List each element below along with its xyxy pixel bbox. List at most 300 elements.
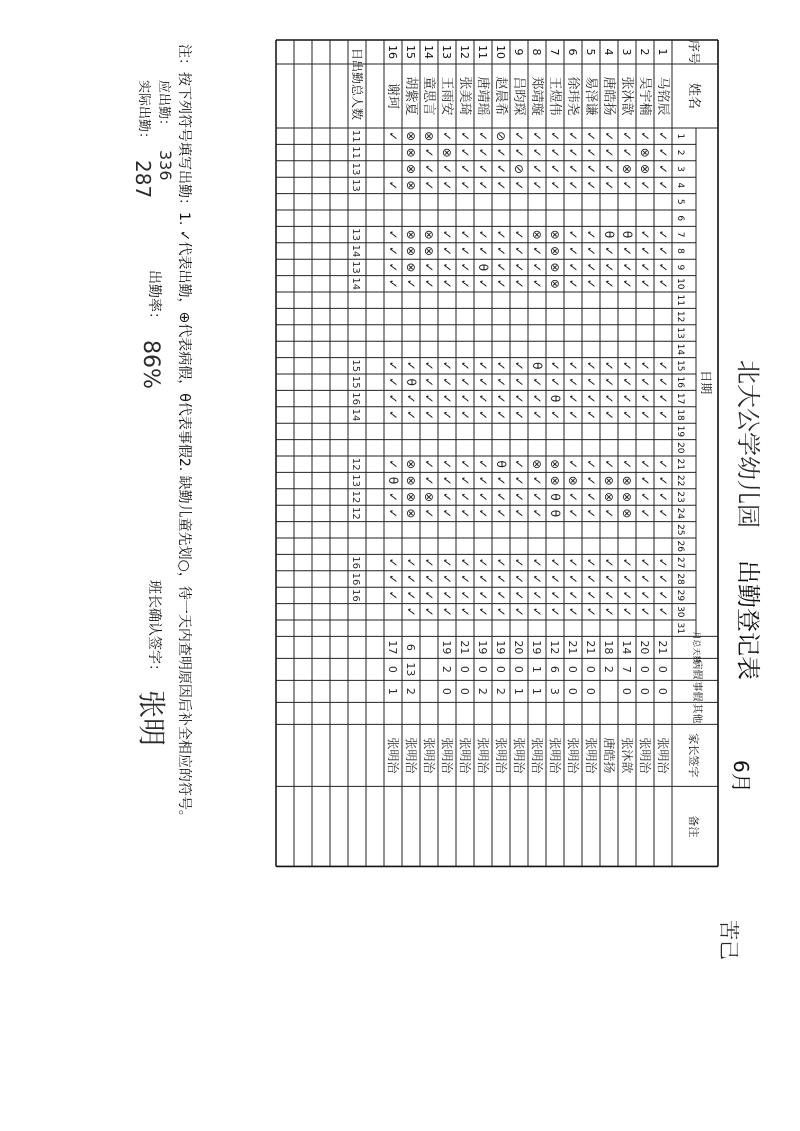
form-title: 出勤登记表 xyxy=(734,560,762,680)
school-title: 北大公学幼儿园 xyxy=(734,360,762,528)
row-sick-days: 7 xyxy=(620,665,634,673)
row-personal-days: 3 xyxy=(548,687,562,695)
attendance-mark: ✓ xyxy=(458,475,473,486)
row-name: 谢珂 xyxy=(385,82,401,110)
attendance-mark: ✓ xyxy=(512,459,527,470)
attendance-mark: ✓ xyxy=(494,360,509,371)
header-day: 17 xyxy=(675,392,685,405)
attendance-mark: ✓ xyxy=(422,262,437,273)
table-row xyxy=(439,45,455,774)
header-monthly-total: 月总天数 xyxy=(692,631,701,664)
attendance-mark: ✓ xyxy=(404,557,419,568)
header-day: 7 xyxy=(675,231,685,238)
header-day: 6 xyxy=(675,215,685,222)
attendance-mark: ✓ xyxy=(530,163,545,175)
attendance-mark: ✓ xyxy=(494,606,509,617)
attendance-mark: ✓ xyxy=(530,573,545,585)
header-name: 姓名 xyxy=(686,82,701,110)
attendance-mark: ✓ xyxy=(656,459,671,470)
header-day: 19 xyxy=(675,425,685,438)
daily-total-value: 12 xyxy=(350,490,362,504)
attendance-mark: ✓ xyxy=(458,147,473,158)
table-row xyxy=(583,49,598,775)
header-day: 29 xyxy=(675,589,685,602)
row-name: 王煜伟 xyxy=(547,76,563,116)
attendance-mark: ✓ xyxy=(638,590,653,601)
daily-total-value: 11 xyxy=(350,129,362,143)
attendance-mark: ✓ xyxy=(512,491,527,503)
row-number: 1 xyxy=(656,48,670,56)
table-row xyxy=(493,45,509,774)
attendance-mark: ✓ xyxy=(548,147,563,158)
attendance-mark: ⊗ xyxy=(548,459,563,470)
attendance-mark: ✓ xyxy=(458,590,473,601)
row-sick-days: 0 xyxy=(494,665,508,673)
header-day: 31 xyxy=(675,622,685,634)
daily-total-value: 11 xyxy=(350,146,362,159)
attendance-mark: ✓ xyxy=(422,409,437,421)
table-row xyxy=(421,45,437,774)
header-day: 28 xyxy=(675,573,685,585)
table-row xyxy=(601,49,617,774)
attendance-mark: ✓ xyxy=(620,557,635,568)
attendance-mark: ✓ xyxy=(530,131,545,142)
row-parent-signature: 张明治 xyxy=(440,737,455,774)
attendance-mark: ✓ xyxy=(548,377,563,388)
attendance-mark: ⊗ xyxy=(404,229,419,240)
attendance-mark: ✓ xyxy=(566,147,581,158)
row-number: 3 xyxy=(620,48,634,56)
attendance-mark: ✓ xyxy=(440,163,455,175)
attendance-mark: ✓ xyxy=(584,278,599,289)
attendance-mark: ⊗ xyxy=(548,475,563,486)
attendance-mark: ✓ xyxy=(566,409,581,421)
header-day: 30 xyxy=(675,606,685,618)
attendance-mark: ✓ xyxy=(494,163,509,175)
attendance-mark: ✓ xyxy=(656,573,671,585)
attendance-mark: ✓ xyxy=(638,573,653,585)
attendance-mark: ✓ xyxy=(386,278,401,289)
header-day: 5 xyxy=(675,198,685,205)
attendance-mark: ✓ xyxy=(512,475,527,486)
attendance-mark: ✓ xyxy=(656,590,671,601)
attendance-mark: ✓ xyxy=(620,409,635,421)
header-day: 20 xyxy=(675,442,685,454)
attendance-mark: ✓ xyxy=(548,409,563,421)
attendance-mark: ✓ xyxy=(386,590,401,601)
attendance-mark: ✓ xyxy=(386,245,401,257)
row-name: 唐靖瑶 xyxy=(475,76,491,116)
attendance-mark: ✓ xyxy=(458,229,473,240)
header-parent-sign: 家长签字 xyxy=(687,733,700,778)
row-sick-days: 0 xyxy=(512,665,526,673)
table-row xyxy=(655,49,670,775)
row-sick-days: 0 xyxy=(476,665,490,673)
attendance-mark: ✓ xyxy=(404,409,419,421)
attendance-mark: ✓ xyxy=(512,557,527,568)
row-parent-signature: 张明治 xyxy=(566,737,581,774)
attendance-mark: ✓ xyxy=(386,459,401,470)
attendance-mark: ✓ xyxy=(404,360,419,371)
attendance-mark: ✓ xyxy=(656,360,671,371)
attendance-mark: ✓ xyxy=(512,229,527,240)
row-total-days: 12 xyxy=(548,640,562,655)
header-day: 13 xyxy=(675,327,685,339)
attendance-mark: ✓ xyxy=(548,573,563,585)
row-name: 易泽谦 xyxy=(583,76,599,116)
row-parent-signature: 张明治 xyxy=(476,737,491,774)
attendance-mark: ✓ xyxy=(602,360,617,371)
attendance-mark: ✓ xyxy=(566,229,581,240)
row-name: 童思言 xyxy=(421,76,437,116)
row-parent-signature: 张明治 xyxy=(584,737,599,774)
daily-total-value: 16 xyxy=(350,572,362,586)
attendance-mark: ✓ xyxy=(620,180,635,191)
attendance-mark: ✓ xyxy=(656,180,671,191)
attendance-mark: ✓ xyxy=(638,475,653,486)
attendance-mark: ✓ xyxy=(566,573,581,585)
attendance-mark: ✓ xyxy=(440,459,455,470)
attendance-mark: ✓ xyxy=(656,409,671,421)
attendance-mark: θ xyxy=(548,493,563,501)
header-personal: 事假 xyxy=(691,681,702,702)
attendance-mark: ✓ xyxy=(602,590,617,601)
header-sick: 病假 xyxy=(691,659,702,680)
attendance-mark: ✓ xyxy=(656,508,671,519)
attendance-mark: θ xyxy=(602,230,617,239)
row-number: 14 xyxy=(422,45,436,59)
row-number: 11 xyxy=(476,45,490,59)
daily-total-value: 12 xyxy=(350,507,362,520)
attendance-mark: ✓ xyxy=(656,606,671,617)
attendance-mark: ✓ xyxy=(602,393,617,404)
attendance-mark: ⊗ xyxy=(566,475,581,486)
attendance-mark: ✓ xyxy=(440,131,455,142)
attendance-mark: ✓ xyxy=(620,360,635,371)
attendance-mark: ✓ xyxy=(458,508,473,519)
attendance-mark: ✓ xyxy=(422,459,437,470)
row-number: 8 xyxy=(530,48,544,56)
attendance-mark: θ xyxy=(620,230,635,239)
attendance-mark: ⊗ xyxy=(404,180,419,191)
row-total-days: 21 xyxy=(458,640,472,655)
attendance-mark: ✓ xyxy=(656,147,671,158)
row-number: 7 xyxy=(548,48,562,56)
daily-total-value: 16 xyxy=(350,392,362,405)
header-day: 10 xyxy=(675,278,685,290)
attendance-mark: ✓ xyxy=(584,377,599,388)
attendance-mark: ✓ xyxy=(638,377,653,388)
attendance-mark: ✓ xyxy=(494,229,509,240)
daily-total-value: 13 xyxy=(350,228,362,241)
attendance-mark: ✓ xyxy=(440,557,455,568)
row-sick-days: 2 xyxy=(602,665,616,673)
attendance-mark: ✓ xyxy=(620,262,635,273)
row-total-days: 18 xyxy=(602,640,616,655)
row-sick-days: 2 xyxy=(440,665,454,673)
attendance-mark: ⊗ xyxy=(620,163,635,175)
attendance-mark: ✓ xyxy=(602,180,617,191)
attendance-mark: ✓ xyxy=(566,131,581,142)
attendance-mark: ✓ xyxy=(458,557,473,568)
attendance-mark: ✓ xyxy=(512,590,527,601)
attendance-mark: ⊗ xyxy=(404,508,419,519)
daily-total-value: 13 xyxy=(350,474,362,487)
attendance-mark: ✓ xyxy=(440,590,455,601)
attendance-mark: ⊗ xyxy=(422,245,437,257)
attendance-mark: ✓ xyxy=(386,393,401,404)
row-sick-days: 6 xyxy=(548,665,562,673)
attendance-mark: ✓ xyxy=(458,245,473,257)
attendance-mark: ✓ xyxy=(440,606,455,617)
attendance-mark: ✓ xyxy=(440,508,455,519)
header-day: 24 xyxy=(675,507,685,520)
attendance-mark: ✓ xyxy=(566,245,581,257)
attendance-mark: ✓ xyxy=(512,262,527,273)
row-number: 12 xyxy=(458,45,472,59)
row-number: 13 xyxy=(440,45,454,59)
attendance-mark: ✓ xyxy=(530,606,545,617)
row-personal-days: 1 xyxy=(512,687,526,695)
attendance-mark: ✓ xyxy=(656,377,671,388)
row-sick-days: 0 xyxy=(386,665,400,673)
row-parent-signature: 张明治 xyxy=(512,737,527,774)
attendance-mark: ✓ xyxy=(476,573,491,585)
attendance-mark: ✓ xyxy=(476,606,491,617)
row-total-days: 17 xyxy=(386,640,400,655)
attendance-mark: ✓ xyxy=(530,278,545,289)
attendance-mark: ✓ xyxy=(656,557,671,568)
attendance-mark: ✓ xyxy=(566,163,581,175)
attendance-mark: ⊗ xyxy=(404,459,419,470)
attendance-mark: ✓ xyxy=(620,131,635,142)
attendance-mark: ✓ xyxy=(458,491,473,503)
attendance-mark: ✓ xyxy=(440,475,455,486)
attendance-mark: ⊗ xyxy=(404,147,419,158)
attendance-mark: ✓ xyxy=(602,459,617,470)
attendance-mark: ✓ xyxy=(530,508,545,519)
attendance-mark: ⊗ xyxy=(620,491,635,503)
row-number: 2 xyxy=(638,48,652,56)
row-personal-days: 0 xyxy=(440,687,454,695)
attendance-mark: ✓ xyxy=(566,606,581,617)
attendance-mark: ✓ xyxy=(458,360,473,371)
daily-total-value: 12 xyxy=(350,457,362,471)
header-no: 序号 xyxy=(687,39,701,65)
table-row xyxy=(457,45,473,774)
row-total-days: 19 xyxy=(494,640,508,655)
attendance-mark: ✓ xyxy=(404,393,419,404)
daily-total-value: 13 xyxy=(350,179,362,192)
attendance-mark: ✓ xyxy=(530,147,545,158)
table-row xyxy=(637,49,653,775)
attendance-mark: ✓ xyxy=(566,590,581,601)
header-day: 12 xyxy=(675,310,685,323)
attendance-mark: ✓ xyxy=(656,229,671,240)
attendance-mark: ✓ xyxy=(494,475,509,486)
row-parent-signature: 张明治 xyxy=(458,737,473,774)
attendance-mark: ✓ xyxy=(458,573,473,585)
attendance-mark: ✓ xyxy=(656,491,671,503)
attendance-mark: ✓ xyxy=(602,377,617,388)
attendance-mark: ✓ xyxy=(458,163,473,175)
header-day: 3 xyxy=(675,166,685,172)
attendance-mark: ✓ xyxy=(476,360,491,371)
attendance-mark: ✓ xyxy=(602,557,617,568)
attendance-mark: ✓ xyxy=(404,606,419,617)
attendance-mark: ✓ xyxy=(584,459,599,470)
attendance-mark: ✓ xyxy=(440,180,455,191)
row-parent-signature: 张明治 xyxy=(656,737,671,774)
row-name: 赵晨希 xyxy=(493,76,509,116)
attendance-mark: ✓ xyxy=(494,147,509,158)
actual-value: 287 xyxy=(131,160,155,199)
attendance-mark: ✓ xyxy=(602,573,617,585)
attendance-mark: ✓ xyxy=(638,229,653,240)
daily-total-value: 14 xyxy=(350,408,362,422)
teacher-sign-label: 班长确认签字： xyxy=(146,580,162,678)
header-day: 9 xyxy=(675,264,685,271)
attendance-mark: ✓ xyxy=(494,590,509,601)
teacher-signature: 张明 xyxy=(135,690,168,747)
header-day: 16 xyxy=(675,376,685,388)
attendance-mark: θ xyxy=(494,460,509,468)
attendance-mark: ✓ xyxy=(602,606,617,617)
attendance-mark: ✓ xyxy=(422,360,437,371)
attendance-mark: ✓ xyxy=(512,377,527,388)
row-total-days: 21 xyxy=(566,640,580,655)
attendance-mark: ✓ xyxy=(620,377,635,388)
attendance-mark: ⊗ xyxy=(530,459,545,470)
daily-total-value: 15 xyxy=(350,375,362,389)
row-parent-signature: 张明治 xyxy=(530,737,545,774)
header-day: 8 xyxy=(675,248,685,254)
attendance-mark: ✓ xyxy=(620,459,635,470)
table-row xyxy=(403,45,419,774)
row-sick-days: 1 xyxy=(530,665,544,673)
row-total-days: 14 xyxy=(620,640,634,655)
attendance-mark: ✓ xyxy=(476,459,491,470)
attendance-mark: ✓ xyxy=(584,557,599,568)
row-name: 张美琦 xyxy=(457,76,473,116)
attendance-mark: ✓ xyxy=(458,409,473,421)
attendance-mark: ✓ xyxy=(386,229,401,240)
attendance-mark: ✓ xyxy=(458,262,473,273)
attendance-mark: ✓ xyxy=(548,606,563,617)
attendance-mark: ⊗ xyxy=(440,147,455,158)
attendance-mark: ✓ xyxy=(404,590,419,601)
attendance-mark: ✓ xyxy=(584,606,599,617)
attendance-mark: ✓ xyxy=(530,491,545,503)
attendance-mark: ✓ xyxy=(638,491,653,503)
attendance-mark: ⊗ xyxy=(620,475,635,486)
rate-label: 出勤率： xyxy=(146,270,162,326)
attendance-mark: ✓ xyxy=(584,229,599,240)
row-name: 郑靖璇 xyxy=(529,76,545,116)
attendance-mark: ✓ xyxy=(494,393,509,404)
attendance-mark: ✓ xyxy=(530,262,545,273)
attendance-mark: ✓ xyxy=(494,409,509,421)
row-number: 9 xyxy=(512,48,526,56)
daily-total-value: 13 xyxy=(350,261,362,274)
attendance-mark: ✓ xyxy=(638,606,653,617)
attendance-mark: ✓ xyxy=(512,360,527,371)
attendance-mark: ⊗ xyxy=(404,475,419,486)
row-sick-days: 0 xyxy=(566,665,580,673)
attendance-mark: ✓ xyxy=(476,131,491,142)
attendance-mark: ✓ xyxy=(422,557,437,568)
attendance-mark: ✓ xyxy=(440,409,455,421)
header-dates: 日期 xyxy=(699,370,713,395)
attendance-mark: ✓ xyxy=(512,245,527,257)
attendance-mark: ✓ xyxy=(476,180,491,191)
row-personal-days: 0 xyxy=(638,687,652,695)
attendance-mark: ✓ xyxy=(422,590,437,601)
attendance-mark: ✓ xyxy=(566,180,581,191)
row-total-days: 6 xyxy=(404,643,418,651)
attendance-mark: ⊗ xyxy=(404,262,419,273)
attendance-mark: ⊗ xyxy=(548,245,563,257)
row-sick-days: 0 xyxy=(458,665,472,673)
row-name: 张沐歆 xyxy=(619,76,635,116)
header-day: 1 xyxy=(675,133,685,140)
attendance-mark: ✓ xyxy=(422,278,437,289)
attendance-mark: ✓ xyxy=(422,393,437,404)
row-parent-signature: 张明治 xyxy=(386,737,401,774)
attendance-mark: ✓ xyxy=(440,393,455,404)
attendance-mark: ✓ xyxy=(548,180,563,191)
attendance-mark: ✓ xyxy=(422,180,437,191)
expected-label: 应出勤： xyxy=(156,80,171,133)
attendance-mark: ✓ xyxy=(422,163,437,175)
attendance-mark: ✓ xyxy=(656,278,671,289)
attendance-mark: ✓ xyxy=(386,131,401,142)
attendance-mark: ✓ xyxy=(440,573,455,585)
attendance-mark: ✓ xyxy=(476,409,491,421)
attendance-mark: ✓ xyxy=(476,278,491,289)
attendance-mark: ✓ xyxy=(512,393,527,404)
attendance-mark: ✓ xyxy=(638,409,653,421)
row-parent-signature: 张明治 xyxy=(494,737,509,774)
attendance-mark: ✓ xyxy=(656,163,671,175)
attendance-mark: ⊗ xyxy=(638,163,653,175)
attendance-mark: ✓ xyxy=(440,278,455,289)
attendance-mark: ✓ xyxy=(476,475,491,486)
row-number: 5 xyxy=(584,48,598,56)
header-day: 14 xyxy=(675,343,685,356)
expected-value: 336 xyxy=(156,150,175,181)
attendance-mark: ✓ xyxy=(602,131,617,142)
attendance-mark: ✓ xyxy=(386,508,401,519)
attendance-mark: ✓ xyxy=(386,377,401,388)
attendance-mark: ✓ xyxy=(458,377,473,388)
attendance-mark: ✓ xyxy=(566,459,581,470)
row-personal-days: 2 xyxy=(494,687,508,695)
attendance-mark: ✓ xyxy=(548,131,563,142)
row-personal-days: 2 xyxy=(476,687,490,695)
attendance-mark: ✓ xyxy=(584,573,599,585)
attendance-mark: ✓ xyxy=(494,508,509,519)
actual-label: 实际出勤： xyxy=(136,80,151,146)
table-row xyxy=(475,45,491,774)
attendance-mark: ✓ xyxy=(458,131,473,142)
attendance-mark: ✓ xyxy=(584,508,599,519)
daily-total-value: 15 xyxy=(350,359,362,373)
header-day: 21 xyxy=(675,458,685,470)
attendance-mark: ✓ xyxy=(476,557,491,568)
attendance-mark: ✓ xyxy=(566,377,581,388)
attendance-mark: ⊗ xyxy=(548,262,563,273)
